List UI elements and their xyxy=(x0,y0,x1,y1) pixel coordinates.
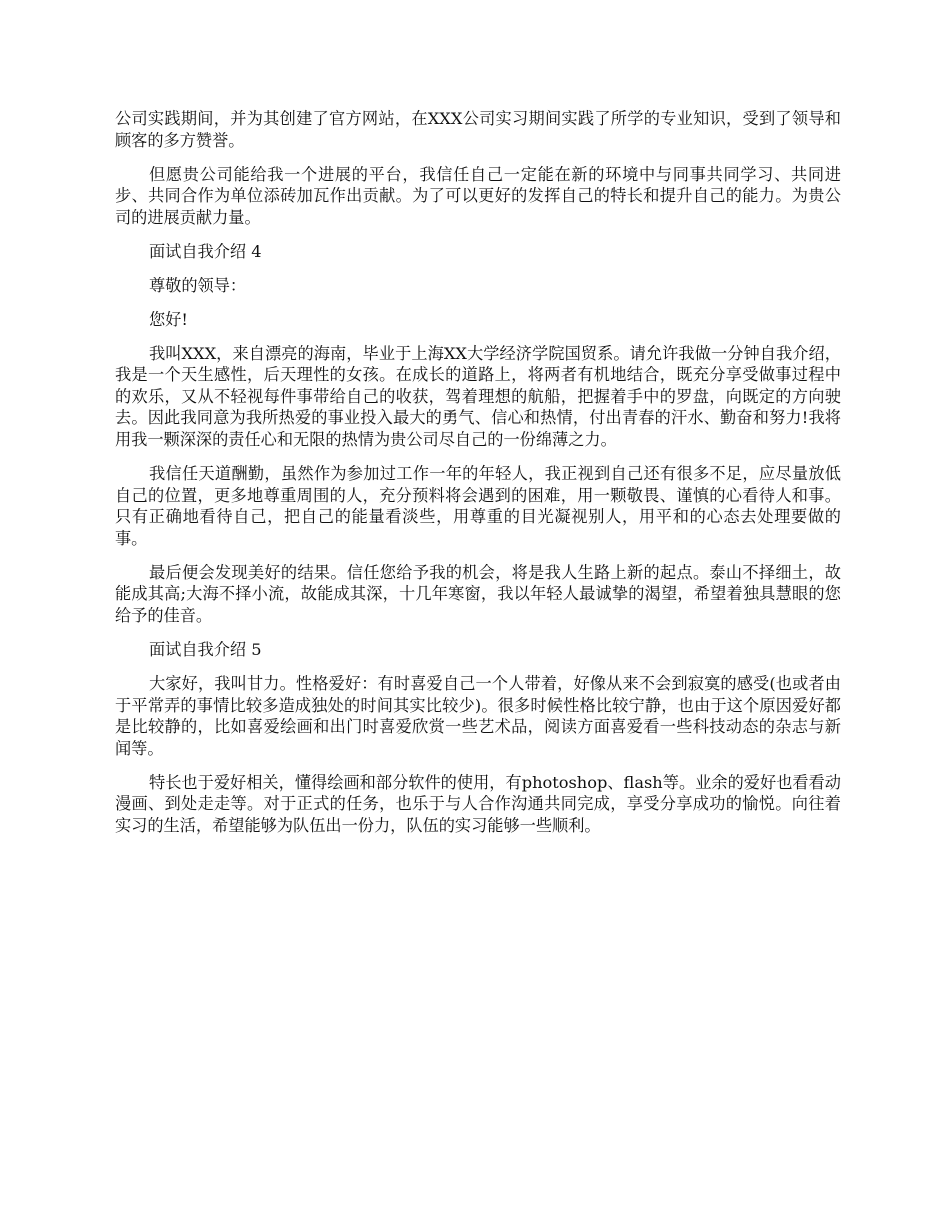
document-page xyxy=(115,108,841,849)
paragraph-hope: 但愿贵公司能给我一个进展的平台，我信任自己一定能在新的环境中与同事共同学习、共同进步、共同合作为单位添砖加瓦作出贡献。为了可以更好的发挥自己的特长和提升自己的能力。为贵公司的进展贡献力量。 xyxy=(115,164,841,227)
greeting: 您好! xyxy=(149,309,188,329)
section-heading-5: 面试自我介绍 5 xyxy=(149,640,262,659)
paragraph-intro: 我叫XXX，来自漂亮的海南，毕业于上海XX大学经济学院国贸系。请允许我做一分钟自我介绍，我是一个天生感性，后天理性的女孩。在成长的道路上，将两者有机地结合，既充分享受做事过程中的欢乐，又从不轻视每件事带给自己的收获，驾着理想的航船，把握着手中的罗盘，向既定的方向驶去。因此我同意为我所热爱的事业投入最大的勇气、信心和热情，付出青春的汗水、勤奋和努力!我将用我一颗深深的责任心和无限的热情为贵公司尽自己的一份绵薄之力。 xyxy=(115,343,841,450)
paragraph-closing: 最后便会发现美好的结果。信任您给予我的机会，将是我人生路上新的起点。泰山不择细土，故能成其高;大海不择小流，故能成其深，十几年寒窗，我以年轻人最诚挚的渴望，希望着独具慧眼的您给予的佳音。 xyxy=(115,562,841,626)
paragraph-diligence: 我信任天道酬勤，虽然作为参加过工作一年的年轻人，我正视到自己还有很多不足，应尽量放低自己的位置，更多地尊重周围的人，充分预料将会遇到的困难，用一颗敬畏、谨慎的心看待人和事。只有正确地看待自己，把自己的能量看淡些，用尊重的目光凝视别人，用平和的心态去处理要做的事。 xyxy=(115,464,841,548)
paragraph-hobbies: 大家好，我叫甘力。性格爱好：有时喜爱自己一个人带着，好像从来不会到寂寞的感受(也或者由于平常弄的事情比较多造成独处的时间其实比较少)。很多时候性格比较宁静，也由于这个原因爱好都是比较静的，比如喜爱绘画和出门时喜爱欣赏一些艺术品，阅读方面喜爱看一些科技动态的杂志与新闻等。 xyxy=(115,673,841,758)
salutation: 尊敬的领导： xyxy=(149,275,247,295)
paragraph-continuation: 公司实践期间，并为其创建了官方网站，在XXX公司实习期间实践了所学的专业知识，受到了领导和顾客的多方赞誉。 xyxy=(115,109,841,150)
section-heading-4: 面试自我介绍 4 xyxy=(149,241,262,261)
paragraph-skills: 特长也于爱好相关，懂得绘画和部分软件的使用，有photoshop、flash等。业余的爱好也看看动漫画、到处走走等。对于正式的任务，也乐于与人合作沟通共同完成，享受分享成功的愉悦。向往着实习的生活，希望能够为队伍出一份力，队伍的实习能够一些顺利。 xyxy=(115,772,841,835)
